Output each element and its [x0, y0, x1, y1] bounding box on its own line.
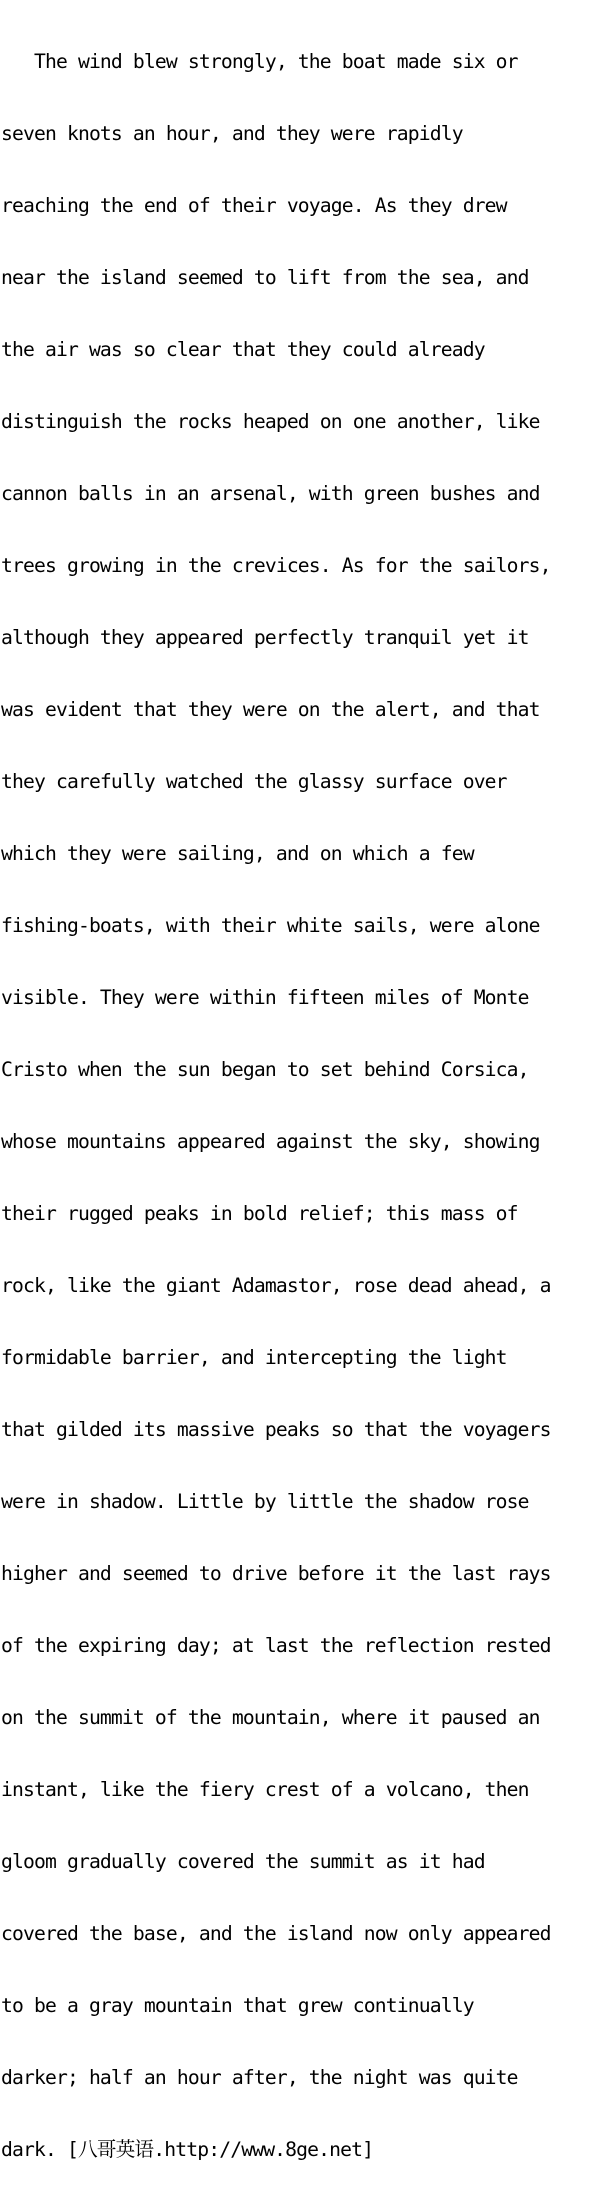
text-line: of the expiring day; at last the reflection rested [1, 1634, 551, 1657]
text-line: The wind blew strongly, the boat made six or [1, 50, 518, 73]
text-line: fishing-boats, with their white sails, were alone [1, 914, 540, 937]
text-line: Cristo when the sun began to set behind Corsica, [1, 1058, 529, 1081]
text-line: their rugged peaks in bold relief; this mass of [1, 1202, 518, 1225]
text-line: although they appeared perfectly tranquil yet it [1, 626, 529, 649]
text-line: trees growing in the crevices. As for the sailors, [1, 554, 551, 577]
text-line: on the summit of the mountain, where it paused an [1, 1706, 540, 1729]
text-line: instant, like the fiery crest of a volcano, then [1, 1778, 529, 1801]
text-line: the air was so clear that they could already [1, 338, 485, 361]
text-line: higher and seemed to drive before it the last rays [1, 1562, 551, 1585]
text-line: seven knots an hour, and they were rapidly [1, 122, 463, 145]
text-line: were in shadow. Little by little the shadow rose [1, 1490, 529, 1513]
text-line: near the island seemed to lift from the sea, and [1, 266, 529, 289]
text-line: whose mountains appeared against the sky, showing [1, 1130, 540, 1153]
text-line: distinguish the rocks heaped on one another, like [1, 410, 540, 433]
text-line: to be a gray mountain that grew continually [1, 1994, 474, 2017]
text-line: covered the base, and the island now only appeared [1, 1922, 551, 1945]
text-line: darker; half an hour after, the night was quite [1, 2066, 518, 2089]
text-line: they carefully watched the glassy surface over [1, 770, 507, 793]
text-line: reaching the end of their voyage. As they drew [1, 194, 507, 217]
text-line: rock, like the giant Adamastor, rose dead ahead, a [1, 1274, 551, 1297]
text-line: gloom gradually covered the summit as it had [1, 1850, 485, 1873]
text-line: visible. They were within fifteen miles of Monte [1, 986, 529, 1009]
text-line-source: dark. [八哥英语.http://www.8ge.net] [1, 2138, 374, 2161]
text-line: was evident that they were on the alert, and that [1, 698, 540, 721]
text-line: cannon balls in an arsenal, with green bushes and [1, 482, 540, 505]
text-line: formidable barrier, and intercepting the light [1, 1346, 507, 1369]
text-line: which they were sailing, and on which a few [1, 842, 474, 865]
document-text [1, 2, 601, 2210]
text-line: that gilded its massive peaks so that the voyagers [1, 1418, 551, 1441]
